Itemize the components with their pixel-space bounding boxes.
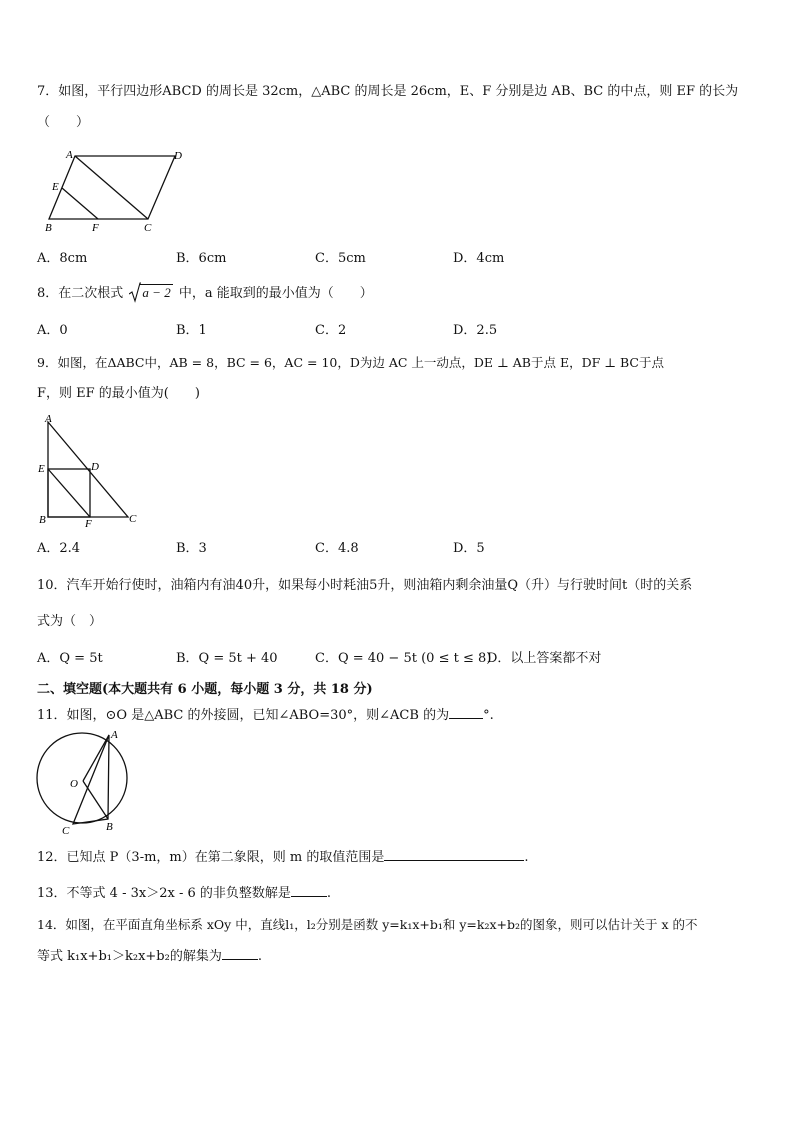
q13-text: 13．不等式 4 - 3x＞2x - 6 的非负整数解是 — [37, 886, 291, 901]
q10-option-b[interactable]: B．Q = 5t + 40 — [176, 651, 278, 666]
q8-option-a[interactable]: A．0 — [37, 323, 68, 338]
q13-stem — [37, 884, 331, 903]
q7-label-e: E — [52, 181, 59, 193]
q14-tail: . — [257, 949, 262, 964]
q8-option-b[interactable]: B．1 — [176, 323, 207, 338]
radical-sign-icon — [129, 281, 141, 303]
q9-segment-ef — [48, 469, 90, 517]
q11-circle-figure — [36, 728, 148, 838]
q8-stem — [37, 284, 373, 303]
q9-label-d: D — [91, 461, 99, 473]
q11-answer-blank[interactable] — [449, 706, 483, 719]
q8-option-c[interactable]: C．2 — [315, 323, 347, 338]
q12-stem — [37, 848, 528, 867]
q12-text: 12．已知点 P（3-m，m）在第二象限，则 m 的取值范围是 — [37, 850, 385, 865]
q10-stem-line1: 10．汽车开始行使时，油箱内有油40升，如果每小时耗油5升，则油箱内剩余油量Q（升）与行驶时间t（时的关系 — [37, 578, 693, 593]
q7-segment-ef — [62, 188, 98, 219]
q8-radicand: a − 2 — [142, 285, 171, 300]
q9-option-b[interactable]: B．3 — [176, 541, 207, 556]
q7-option-d[interactable]: D．4cm — [453, 251, 505, 266]
q12-tail: . — [524, 850, 529, 865]
q9-option-a[interactable]: A．2.4 — [37, 541, 81, 556]
q7-label-d: D — [174, 150, 182, 162]
q9-label-b: B — [39, 514, 46, 526]
q13-answer-blank[interactable] — [291, 884, 327, 897]
q14-answer-blank[interactable] — [222, 947, 258, 960]
q11-tail: °. — [483, 708, 494, 723]
q9-triangle-figure — [36, 414, 146, 530]
q10-option-d[interactable]: D．以上答案都不对 — [487, 651, 602, 666]
q11-label-b: B — [106, 821, 113, 833]
q11-label-o: O — [70, 778, 78, 790]
q14-stem-line1: 14．如图，在平面直角坐标系 xOy 中，直线l₁，l₂分别是函数 y=k₁x+b₁和 y=k₂x+b₂的图象，则可以估计关于 x 的不 — [37, 917, 698, 932]
q13-tail: . — [326, 886, 332, 901]
q10-option-c[interactable]: C．Q = 40 − 5t (0 ≤ t ≤ 8) — [315, 651, 492, 666]
q7-label-c: C — [144, 222, 152, 234]
q11-triangle-abc — [73, 735, 109, 824]
q11-stem — [37, 706, 494, 725]
q7-label-b: B — [45, 222, 52, 234]
q8-option-d[interactable]: D．2.5 — [453, 323, 498, 338]
q10-stem-line2: 式为（ ） — [37, 614, 103, 629]
q7-stem-line1: 7．如图，平行四边形ABCD 的周长是 32cm，△ABC 的周长是 26cm，E、F 分别是边 AB、BC 的中点，则 EF 的长为 — [37, 84, 739, 99]
q7-label-a: A — [66, 149, 73, 161]
q9-stem-line2: F，则 EF 的最小值为( ) — [37, 386, 200, 401]
q11-radius-oa — [83, 735, 109, 781]
q7-parallelogram-figure — [42, 146, 192, 234]
q8-suffix: 中，a 能取到的最小值为（ ） — [178, 286, 373, 301]
q11-label-c: C — [62, 825, 70, 837]
q9-label-e: E — [38, 463, 45, 475]
q9-option-d[interactable]: D．5 — [453, 541, 485, 556]
q9-option-c[interactable]: C．4.8 — [315, 541, 359, 556]
q7-option-b[interactable]: B．6cm — [176, 251, 227, 266]
q9-label-c: C — [129, 513, 137, 525]
q12-answer-blank[interactable] — [384, 848, 524, 861]
q7-option-c[interactable]: C．5cm — [315, 251, 366, 266]
q7-option-a[interactable]: A．8cm — [37, 251, 88, 266]
section-2-heading: 二、填空题(本大题共有 6 小题，每小题 3 分，共 18 分) — [37, 682, 373, 697]
q11-radius-ob — [83, 781, 108, 819]
q11-text: 11．如图，⊙O 是△ABC 的外接圆，已知∠ABO=30°，则∠ACB 的为 — [37, 708, 450, 723]
q8-prefix: 8．在二次根式 — [37, 286, 124, 301]
q7-label-f: F — [92, 222, 99, 234]
q10-option-a[interactable]: A．Q = 5t — [37, 651, 103, 666]
q8-radical — [129, 284, 172, 303]
q14-text: 等式 k₁x+b₁＞k₂x+b₂的解集为 — [37, 949, 222, 964]
q11-circumcircle — [37, 733, 127, 823]
q11-label-a: A — [111, 729, 118, 741]
q7-diagonal-ac — [75, 156, 148, 219]
q9-label-a: A — [45, 414, 52, 425]
q9-stem-line1: 9．如图，在ΔABC中，AB = 8，BC = 6，AC = 10，D为边 AC 上一动点，DE ⊥ AB于点 E，DF ⊥ BC于点 — [37, 355, 664, 370]
q7-stem-line2: （ ） — [37, 115, 90, 130]
q14-stem-line2 — [37, 947, 262, 966]
q9-label-f: F — [85, 518, 92, 530]
